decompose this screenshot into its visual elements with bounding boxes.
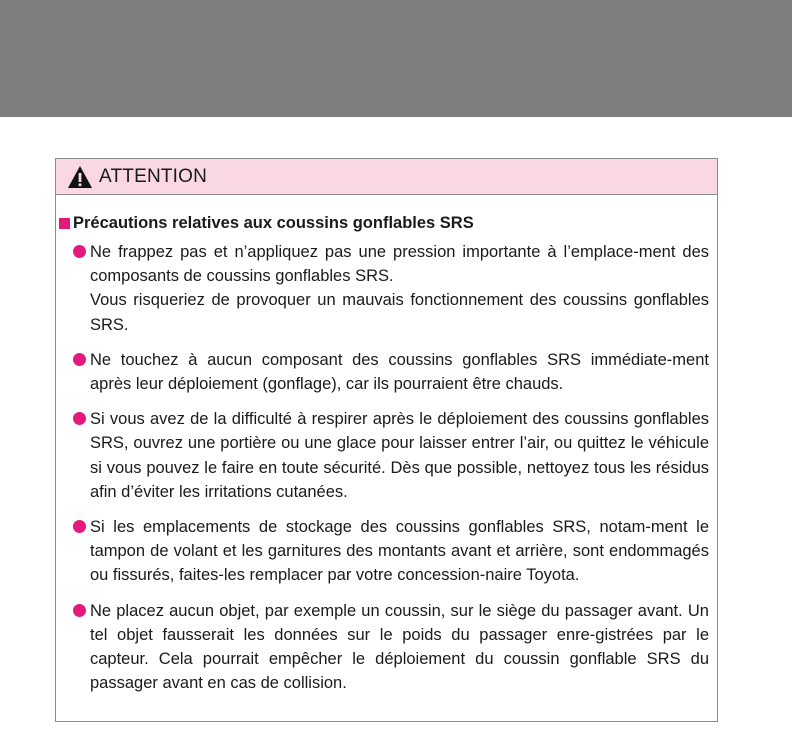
caution-item (56, 407, 717, 504)
bullet-dot-icon (73, 353, 86, 366)
caution-item (56, 515, 717, 588)
caution-item-text: Si les emplacements de stockage des coussins gonflables SRS, notam-ment le tampon de volant et les garnitures des montants avant et arrière, sont endommagés ou fissurés, faites-les remplacer par votre concession-naire Toyota. (90, 518, 709, 585)
caution-header (56, 159, 717, 195)
caution-title: ATTENTION (99, 165, 208, 187)
bullet-dot-icon (73, 520, 86, 533)
bullet-dot-icon (73, 245, 86, 258)
bullet-dot-icon (73, 604, 86, 617)
caution-item (56, 348, 717, 396)
section-heading (59, 214, 717, 233)
section-heading-text: Précautions relatives aux coussins gonflables SRS (73, 214, 474, 232)
caution-item (56, 240, 717, 337)
caution-item-text: Ne touchez à aucun composant des coussins gonflables SRS immédiate-ment après leur déploiement (gonflage), car ils pourraient être chauds. (90, 350, 709, 394)
header-band (0, 0, 792, 117)
caution-item-text: Ne frappez pas et n’appliquez pas une pression importante à l’emplace-ment des composants de coussins gonflables SRS. (90, 243, 709, 286)
caution-item (56, 599, 717, 696)
warning-triangle-icon (67, 165, 93, 189)
caution-item-text: Vous risqueriez de provoquer un mauvais fonctionnement des coussins gonflables SRS. (90, 291, 709, 334)
caution-item-text: Si vous avez de la difficulté à respirer après le déploiement des coussins gonflables SRS, ouvrez une portière ou une glace pour laisser entrer l’air, ou quittez le véhicule si vous pouvez le faire en toute sécurité. Dès que possible, nettoyez tous les résidus afin d’éviter les irritations cutanées. (90, 410, 709, 501)
caution-list (56, 240, 717, 695)
caution-item-text: Ne placez aucun objet, par exemple un coussin, sur le siège du passager avant. Un tel objet fausserait les données sur le poids du passager enre-gistrées par le capteur. Cela pourrait empêcher le déploiement du coussin gonflable SRS du passager avant en cas de collision. (90, 601, 709, 693)
caution-box (55, 158, 718, 722)
bullet-dot-icon (73, 412, 86, 425)
square-bullet-icon (59, 218, 70, 229)
